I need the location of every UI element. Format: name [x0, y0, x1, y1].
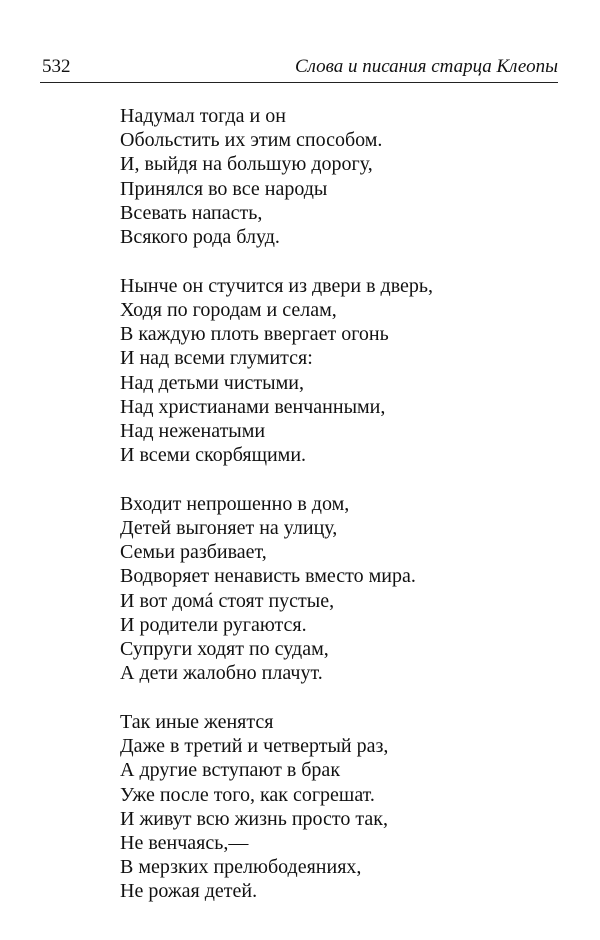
poem-line: Над неженатыми	[120, 419, 266, 442]
poem-line: Водворяет ненависть вместо мира.	[120, 565, 416, 588]
poem-line: В каждую плоть ввергает огонь	[120, 323, 389, 346]
poem-line: Обольстить их этим способом.	[120, 129, 383, 152]
stanza-1	[120, 104, 560, 249]
poem-line: Всякого рода блуд.	[120, 226, 280, 249]
poem-line: Детей выгоняет на улицу,	[120, 517, 338, 540]
poem-line: И живут всю жизнь просто так,	[120, 807, 388, 830]
stanza-2	[120, 274, 560, 468]
poem-line: А другие вступают в брак	[120, 759, 341, 782]
poem-line: Всевать напасть,	[120, 201, 263, 224]
poem-line: Над детьми чистыми,	[120, 371, 304, 394]
poem-line: Не венчаясь,—	[120, 831, 249, 854]
poem-line: И, выйдя на большую дорогу,	[120, 153, 373, 176]
poem-line: И всеми скорбящими.	[120, 444, 307, 467]
poem-line: Даже в третий и четвертый раз,	[120, 735, 389, 758]
poem-line: Так иные женятся	[120, 710, 274, 733]
stanza-4	[120, 710, 560, 904]
poem-line: И родители ругаются.	[120, 613, 307, 636]
poem-line: Семьи разбивает,	[120, 541, 267, 564]
poem-line: Супруги ходят по судам,	[120, 638, 329, 661]
poem-line: Надумал тогда и он	[120, 105, 286, 127]
poem	[120, 104, 560, 928]
poem-line: Над христианами венчанными,	[120, 395, 386, 418]
poem-line: Входит непрошенно в дом,	[120, 492, 350, 515]
poem-line: Ходя по городам и селам,	[120, 298, 337, 321]
running-title: Слова и писания старца Клеопы	[294, 56, 558, 77]
stanza-3	[120, 492, 560, 686]
poem-line: И вот домá стоят пустые,	[120, 589, 335, 612]
poem-line: Нынче он стучится из двери в дверь,	[120, 274, 434, 297]
poem-line: Принялся во все народы	[120, 177, 328, 200]
poem-line: Не рожая детей.	[120, 880, 258, 903]
poem-line: В мерзких прелюбодеяниях,	[120, 856, 362, 879]
poem-line: И над всеми глумится:	[120, 347, 313, 370]
page-header	[40, 56, 558, 83]
poem-line: А дети жалобно плачут.	[120, 662, 323, 685]
poem-line: Уже после того, как согрешат.	[120, 783, 375, 806]
page-number: 532	[42, 56, 71, 77]
